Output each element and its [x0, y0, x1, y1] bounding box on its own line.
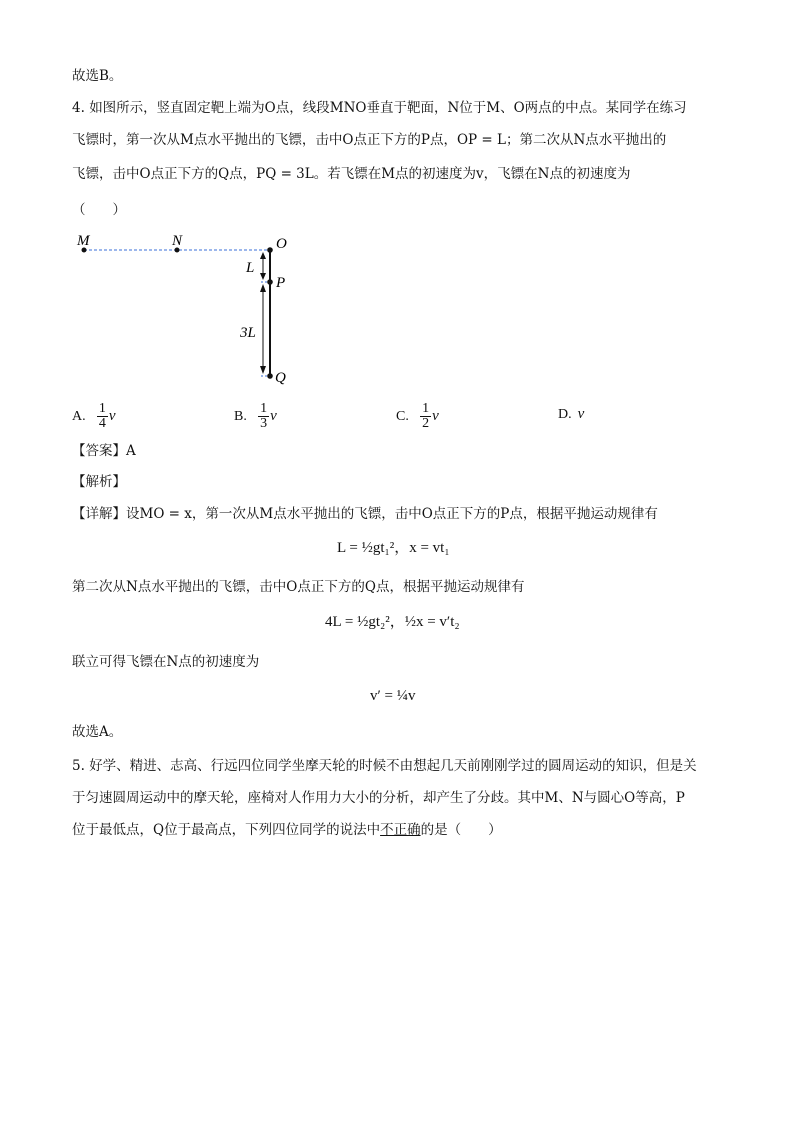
equation-2: 4L = ½gt₂²，½x = v′t₂ [325, 614, 460, 630]
option-b-fraction: $\frac{1}{3}$ [260, 401, 268, 431]
q4-stem-1: 如图所示，竖直固定靶上端为O点，线段MNO垂直于靶面，N位于M、O两点的中点。某同学在练习 [89, 100, 687, 116]
answer-value: A [126, 443, 136, 459]
point-q [267, 373, 273, 379]
label-l: L [246, 260, 255, 276]
q4-line1 [72, 98, 687, 118]
dart-target-figure [70, 228, 310, 390]
label-q: Q [275, 370, 286, 386]
detail-tag: 【详解】 [72, 506, 126, 522]
q5-stem-3: 位于最低点，Q位于最高点，下列四位同学的说法中不正确的是（ ） [72, 822, 502, 838]
length-3l-arrow [260, 284, 266, 374]
q4-conclusion: 故选A。 [72, 724, 123, 740]
q5-emphasis-incorrect: 不正确 [380, 822, 421, 838]
q4-answer-bracket: （ ） [72, 202, 126, 218]
q5-stem-2: 于匀速圆周运动中的摩天轮，座椅对人作用力大小的分析，却产生了分歧。其中M、N与圆心O等高，P [72, 790, 685, 806]
option-d[interactable]: D. v [558, 406, 585, 422]
point-p [267, 279, 273, 285]
answer-tag: 【答案】 [72, 443, 126, 459]
length-l-arrow [260, 252, 266, 280]
q4-stem-3: 飞镖，击中O点正下方的Q点，PQ = 3L。若飞镖在M点的初速度为v，飞镖在N点的初速度为 [72, 166, 631, 182]
detail-line1 [72, 504, 658, 524]
option-a[interactable]: A. $\frac{1}{4}$ v [72, 401, 116, 431]
equation-3: v′ = ¼v [370, 688, 416, 704]
previous-conclusion: 故选B。 [72, 68, 123, 84]
answer-row [72, 441, 136, 461]
option-c[interactable]: C. $\frac{1}{2}$ v [396, 401, 439, 431]
analysis-tag: 【解析】 [72, 474, 126, 490]
detail-line3: 联立可得飞镖在N点的初速度为 [72, 654, 260, 670]
equation-1: L = ½gt₁²，x = vt₁ [337, 540, 450, 556]
q4-number: 4. [72, 100, 85, 116]
label-p: P [276, 275, 286, 291]
q5-stem-1: 好学、精进、志高、行远四位同学坐摩天轮的时候不由想起几天前刚刚学过的圆周运动的知识，但是关 [89, 758, 697, 774]
label-3l: 3L [240, 325, 256, 341]
option-b[interactable]: B. $\frac{1}{3}$ v [234, 401, 277, 431]
option-a-fraction: $\frac{1}{4}$ [98, 401, 106, 431]
q4-stem-2: 飞镖时，第一次从M点水平抛出的飞镖，击中O点正下方的P点，OP = L；第二次从N点水平抛出的 [72, 132, 667, 148]
q5-number: 5. [72, 758, 85, 774]
detail-text-1: 设MO = x，第一次从M点水平抛出的飞镖，击中O点正下方的P点，根据平抛运动规律有 [126, 506, 658, 522]
option-c-fraction: $\frac{1}{2}$ [422, 401, 430, 431]
label-n: N [172, 233, 183, 249]
q5-line1 [72, 756, 697, 776]
detail-line2: 第二次从N点水平抛出的飞镖，击中O点正下方的Q点，根据平抛运动规律有 [72, 579, 525, 595]
label-o: O [276, 236, 287, 252]
label-m: M [77, 233, 90, 249]
